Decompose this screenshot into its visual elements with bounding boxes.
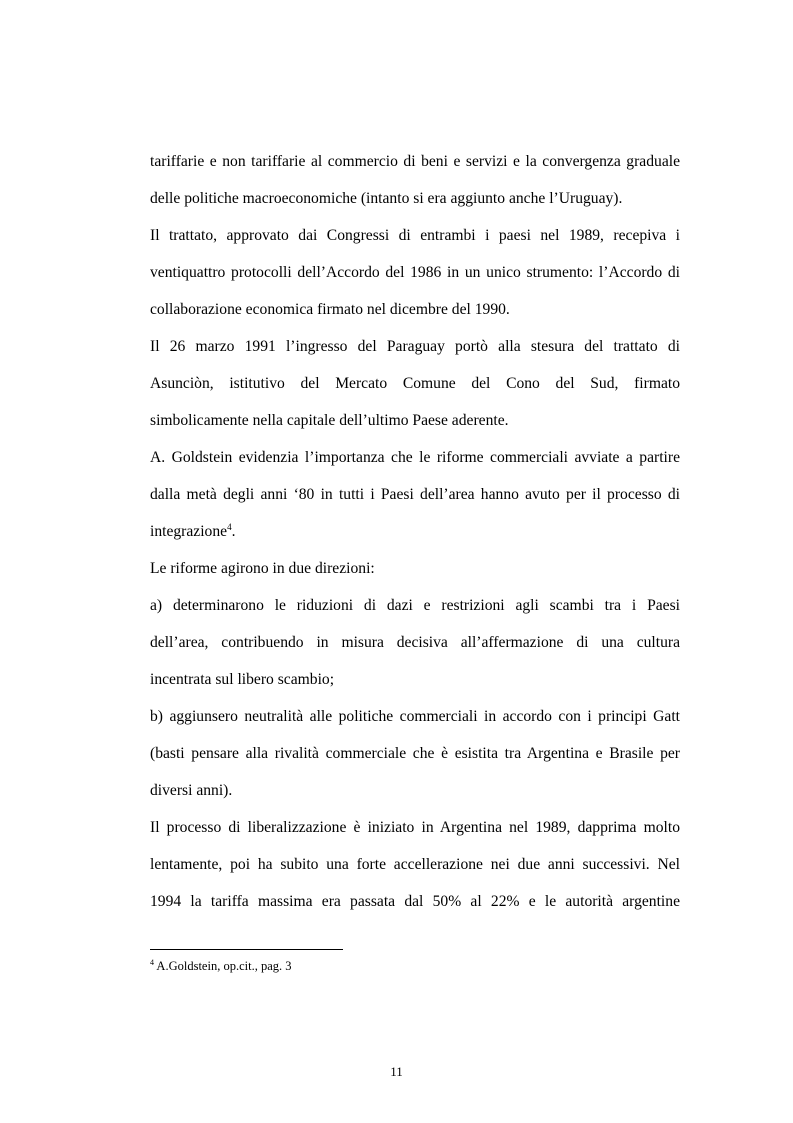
body-line: (basti pensare alla rivalità commerciale che è esistita tra Argentina e Brasile per bbox=[150, 745, 680, 762]
body-line: diversi anni). bbox=[150, 782, 233, 799]
body-line: Asunciòn, istitutivo del Mercato Comune del Cono del Sud, firmato bbox=[150, 375, 680, 392]
body-line: dalla metà degli anni ‘80 in tutti i Paesi dell’area hanno avuto per il processo di bbox=[150, 486, 680, 503]
body-line: dell’area, contribuendo in misura decisiva all’affermazione di una cultura bbox=[150, 634, 680, 651]
body-line: Il trattato, approvato dai Congressi di entrambi i paesi nel 1989, recepiva i bbox=[150, 227, 680, 244]
body-line: tariffarie e non tariffarie al commercio di beni e servizi e la convergenza graduale bbox=[150, 153, 680, 170]
page-number: 11 bbox=[390, 1064, 403, 1079]
body-line: Il processo di liberalizzazione è iniziato in Argentina nel 1989, dapprima molto bbox=[150, 819, 680, 836]
body-line: Le riforme agirono in due direzioni: bbox=[150, 560, 375, 577]
body-line-text: integrazione bbox=[150, 523, 228, 540]
body-line-trailing-period: . bbox=[231, 523, 236, 540]
body-line-with-footnote-ref bbox=[150, 522, 680, 542]
footnote-reference[interactable]: 4 bbox=[227, 522, 232, 532]
body-line: incentrata sul libero scambio; bbox=[150, 671, 335, 688]
footnote-marker: 4 bbox=[150, 958, 154, 967]
body-line: collaborazione economica firmato nel dicembre del 1990. bbox=[150, 301, 510, 318]
footnote-separator bbox=[150, 949, 343, 950]
body-line: delle politiche macroeconomiche (intanto si era aggiunto anche l’Uruguay). bbox=[150, 190, 623, 207]
body-line: ventiquattro protocolli dell’Accordo del 1986 in un unico strumento: l’Accordo di bbox=[150, 264, 680, 281]
body-line: 1994 la tariffa massima era passata dal 50% al 22% e le autorità argentine bbox=[150, 893, 680, 910]
body-line: simbolicamente nella capitale dell’ultimo Paese aderente. bbox=[150, 412, 509, 429]
footnote bbox=[150, 958, 292, 974]
body-line: a) determinarono le riduzioni di dazi e restrizioni agli scambi tra i Paesi bbox=[150, 597, 680, 614]
body-line: A. Goldstein evidenzia l’importanza che le riforme commerciali avviate a partire bbox=[150, 449, 680, 466]
body-line: b) aggiunsero neutralità alle politiche commerciali in accordo con i principi Gatt bbox=[150, 708, 680, 725]
body-line: lentamente, poi ha subito una forte accellerazione nei due anni successivi. Nel bbox=[150, 856, 680, 873]
footnote-text: A.Goldstein, op.cit., pag. 3 bbox=[154, 959, 292, 973]
body-line: Il 26 marzo 1991 l’ingresso del Paraguay portò alla stesura del trattato di bbox=[150, 338, 680, 355]
